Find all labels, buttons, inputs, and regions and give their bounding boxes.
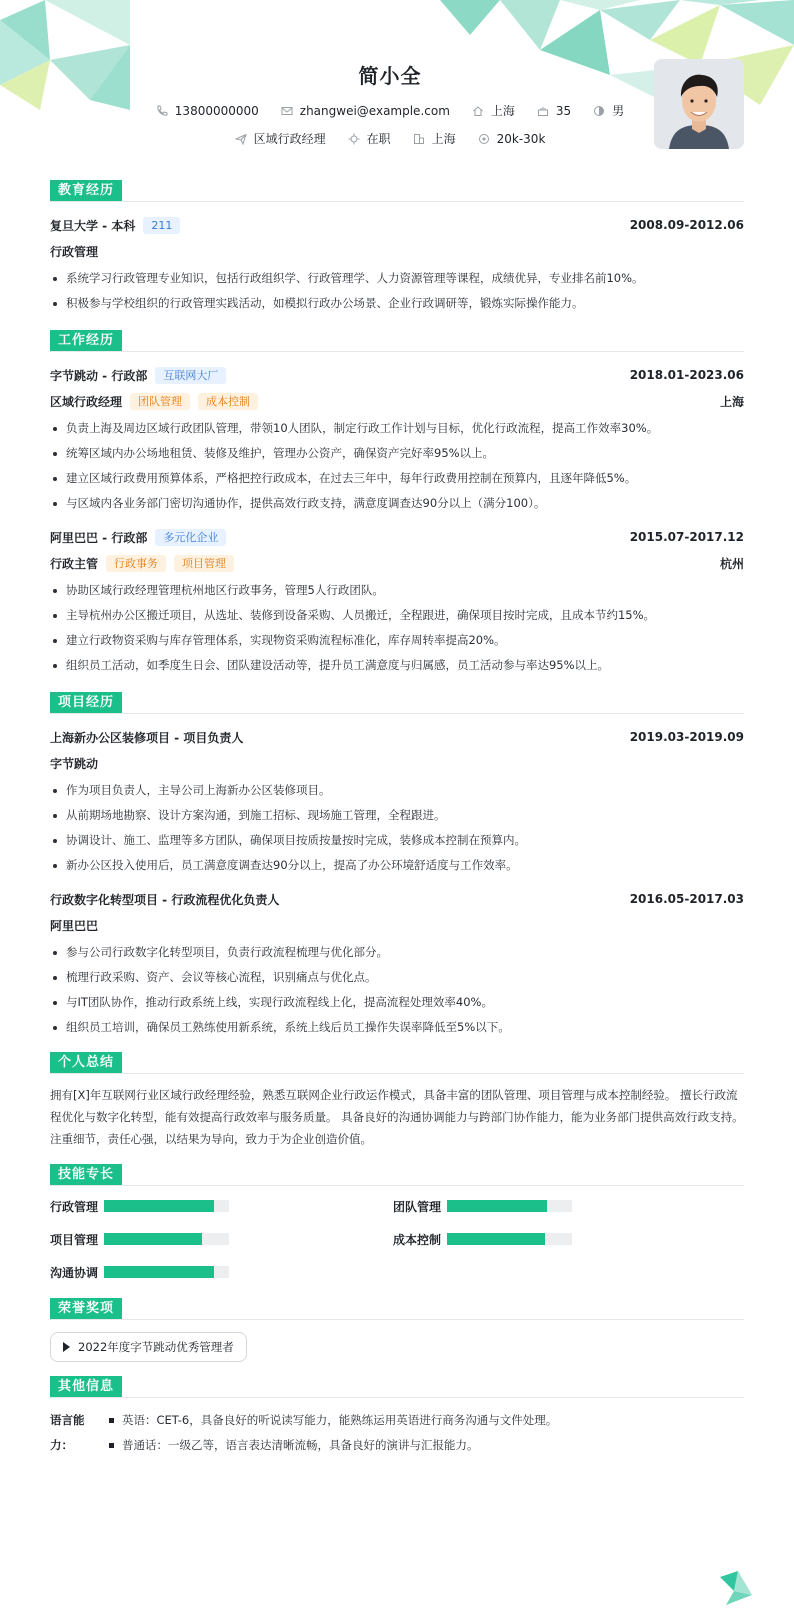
section-title: 技能专长 [50,1164,122,1185]
intent-salary: 20k-30k [478,130,546,147]
phone-icon [156,105,168,117]
list-item: 与区域内各业务部门密切沟通协作，提供高效行政支持，满意度调查达90分以上（满分100）。 [50,491,744,516]
skill-bar-fill [104,1266,214,1278]
gender-icon [593,105,605,117]
skill-item [50,1196,393,1216]
skill-item [50,1262,393,1282]
project-name: 行政数字化转型项目 - 行政流程优化负责人 [50,892,280,907]
company-name: 字节跳动 - 行政部 [50,368,148,383]
intent-status: 在职 [348,130,391,147]
skill-bar [104,1200,229,1212]
language-info [50,1408,744,1458]
work-header [50,330,744,352]
awards-header [50,1298,744,1320]
skill-bar-fill [104,1233,202,1245]
project-period: 2019.03-2019.09 [629,730,744,744]
list-item: 新办公区投入使用后，员工满意度调查达90分以上，提高了办公环境舒适度与工作效率。 [50,853,744,878]
summary-section [50,1052,744,1150]
award-item[interactable] [50,1332,247,1362]
list-item: 协助区域行政经理管理杭州地区行政事务，管理5人行政团队。 [50,578,744,603]
intent-position: 区域行政经理 [235,130,326,147]
work-section [50,330,744,678]
contact-location: 上海 [472,102,515,119]
role-tag: 成本控制 [198,393,258,410]
list-item: 普通话：一级乙等，语言表达清晰流畅，具备良好的演讲与汇报能力。 [106,1433,557,1458]
skill-bar-fill [104,1200,214,1212]
skill-name: 成本控制 [393,1232,442,1247]
other-section [50,1376,744,1458]
contact-phone: 13800000000 [156,102,259,119]
skills-grid [50,1196,744,1282]
contact-row [50,102,730,119]
education-section [50,180,744,316]
corner-logo-icon [716,1567,756,1607]
job-city: 上海 [719,394,744,409]
project-entry [50,724,744,878]
age-icon [537,105,549,117]
list-item: 积极参与学校组织的行政管理实践活动，如模拟行政办公场景、企业行政调研等，锻炼实际操作能力。 [50,291,744,316]
list-item: 建立区域行政费用预算体系，严格把控行政成本，在过去三年中，每年行政费用控制在预算内，且逐年降低5%。 [50,466,744,491]
job-bullets [50,416,744,516]
list-item: 组织员工培训，确保员工熟练使用新系统，系统上线后员工操作失误率降低至5%以下。 [50,1015,744,1040]
skill-name: 团队管理 [393,1199,442,1214]
language-label: 语言能力： [50,1413,85,1452]
project-bullets [50,940,744,1040]
project-org: 阿里巴巴 [50,918,99,933]
job-role: 区域行政经理 [50,394,123,409]
major: 行政管理 [50,244,99,259]
project-period: 2016.05-2017.03 [629,892,744,906]
skill-bar [447,1233,572,1245]
list-item: 组织员工活动，如季度生日会、团队建设活动等，提升员工满意度与归属感，员工活动参与率达95%以上。 [50,653,744,678]
status-icon [348,133,360,145]
list-item: 建立行政物资采购与库存管理体系，实现物资采购流程标准化，库存周转率提高20%。 [50,628,744,653]
job-period: 2015.07-2017.12 [629,530,744,544]
school-name: 复旦大学 - 本科 [50,218,136,233]
language-list [106,1408,557,1458]
send-icon [235,133,247,145]
role-tag: 行政事务 [106,555,166,572]
building-icon [413,133,425,145]
intent-city: 上海 [413,130,456,147]
skill-item [393,1229,736,1249]
projects-section [50,692,744,1040]
job-period: 2018.01-2023.06 [629,368,744,382]
section-title: 教育经历 [50,180,122,201]
award-text: 2022年度字节跳动优秀管理者 [78,1340,234,1354]
job-entry [50,362,744,516]
list-item: 负责上海及周边区域行政团队管理，带领10人团队，制定行政工作计划与目标，优化行政流程，提高工作效率30%。 [50,416,744,441]
other-header [50,1376,744,1398]
resume-header [50,0,744,170]
skill-bar [104,1266,229,1278]
summary-text: 拥有[X]年互联网行业区域行政经理经验，熟悉互联网企业行政运作模式，具备丰富的团队管理、项目管理与成本控制经验。 擅长行政流程优化与数字化转型，能有效提高行政效率与服务质量。 具备良好的沟通协调能力与跨部门协作能力，能为业务部门提供高效行政支持。 注重细节，责任心强，以结果为导向，致力于为企业创造价值。 [50,1088,744,1146]
section-title: 个人总结 [50,1052,122,1073]
skill-bar-fill [447,1233,545,1245]
play-triangle-icon [63,1342,70,1352]
list-item: 作为项目负责人，主导公司上海新办公区装修项目。 [50,778,744,803]
skill-item [393,1196,736,1216]
job-intent-row [50,130,730,147]
school-tag: 211 [143,217,180,234]
list-item: 英语：CET-6，具备良好的听说读写能力，能熟练运用英语进行商务沟通与文件处理。 [106,1408,557,1433]
job-city: 杭州 [719,556,744,571]
company-tag: 多元化企业 [155,529,226,546]
skill-bar [104,1233,229,1245]
list-item: 系统学习行政管理专业知识，包括行政组织学、行政管理学、人力资源管理等课程，成绩优异，专业排名前10%。 [50,266,744,291]
skill-name: 沟通协调 [50,1265,99,1280]
summary-header [50,1052,744,1074]
candidate-name: 简小全 [358,64,422,88]
projects-header [50,692,744,714]
list-item: 从前期场地勘察、设计方案沟通，到施工招标、现场施工管理，全程跟进。 [50,803,744,828]
role-tag: 团队管理 [130,393,190,410]
awards-section [50,1298,744,1362]
project-name: 上海新办公区装修项目 - 项目负责人 [50,730,244,745]
list-item: 梳理行政采购、资产、会议等核心流程，识别痛点与优化点。 [50,965,744,990]
section-title: 其他信息 [50,1376,122,1397]
education-header [50,180,744,202]
salary-icon [478,133,490,145]
skill-bar [447,1200,572,1212]
section-title: 荣誉奖项 [50,1298,122,1319]
section-title: 项目经历 [50,692,122,713]
role-tag: 项目管理 [174,555,234,572]
job-bullets [50,578,744,678]
mail-icon [281,105,293,117]
list-item: 统筹区域内办公场地租赁、装修及维护，管理办公资产，确保资产完好率95%以上。 [50,441,744,466]
list-item: 与IT团队协作，推动行政系统上线，实现行政流程线上化，提高流程处理效率40%。 [50,990,744,1015]
job-role: 行政主管 [50,556,99,571]
contact-age: 35 [537,102,571,119]
skill-name: 项目管理 [50,1232,99,1247]
skills-header [50,1164,744,1186]
skill-item [50,1229,393,1249]
contact-email: zhangwei@example.com [281,102,450,119]
skill-bar-fill [447,1200,547,1212]
list-item: 参与公司行政数字化转型项目，负责行政流程梳理与优化部分。 [50,940,744,965]
avatar [654,59,744,149]
list-item: 协调设计、施工、监理等多方团队，确保项目按质按量按时完成，装修成本控制在预算内。 [50,828,744,853]
education-bullets [50,266,744,316]
skills-section [50,1164,744,1282]
project-entry [50,886,744,1040]
education-entry [50,212,744,316]
section-title: 工作经历 [50,330,122,351]
job-entry [50,524,744,678]
project-org: 字节跳动 [50,756,99,771]
home-icon [472,105,484,117]
contact-gender: 男 [593,102,624,119]
company-tag: 互联网大厂 [155,367,226,384]
skill-name: 行政管理 [50,1199,99,1214]
list-item: 主导杭州办公区搬迁项目，从选址、装修到设备采购、人员搬迁，全程跟进，确保项目按时完成，且成本节约15%。 [50,603,744,628]
company-name: 阿里巴巴 - 行政部 [50,530,148,545]
education-period: 2008.09-2012.06 [629,218,744,232]
project-bullets [50,778,744,878]
